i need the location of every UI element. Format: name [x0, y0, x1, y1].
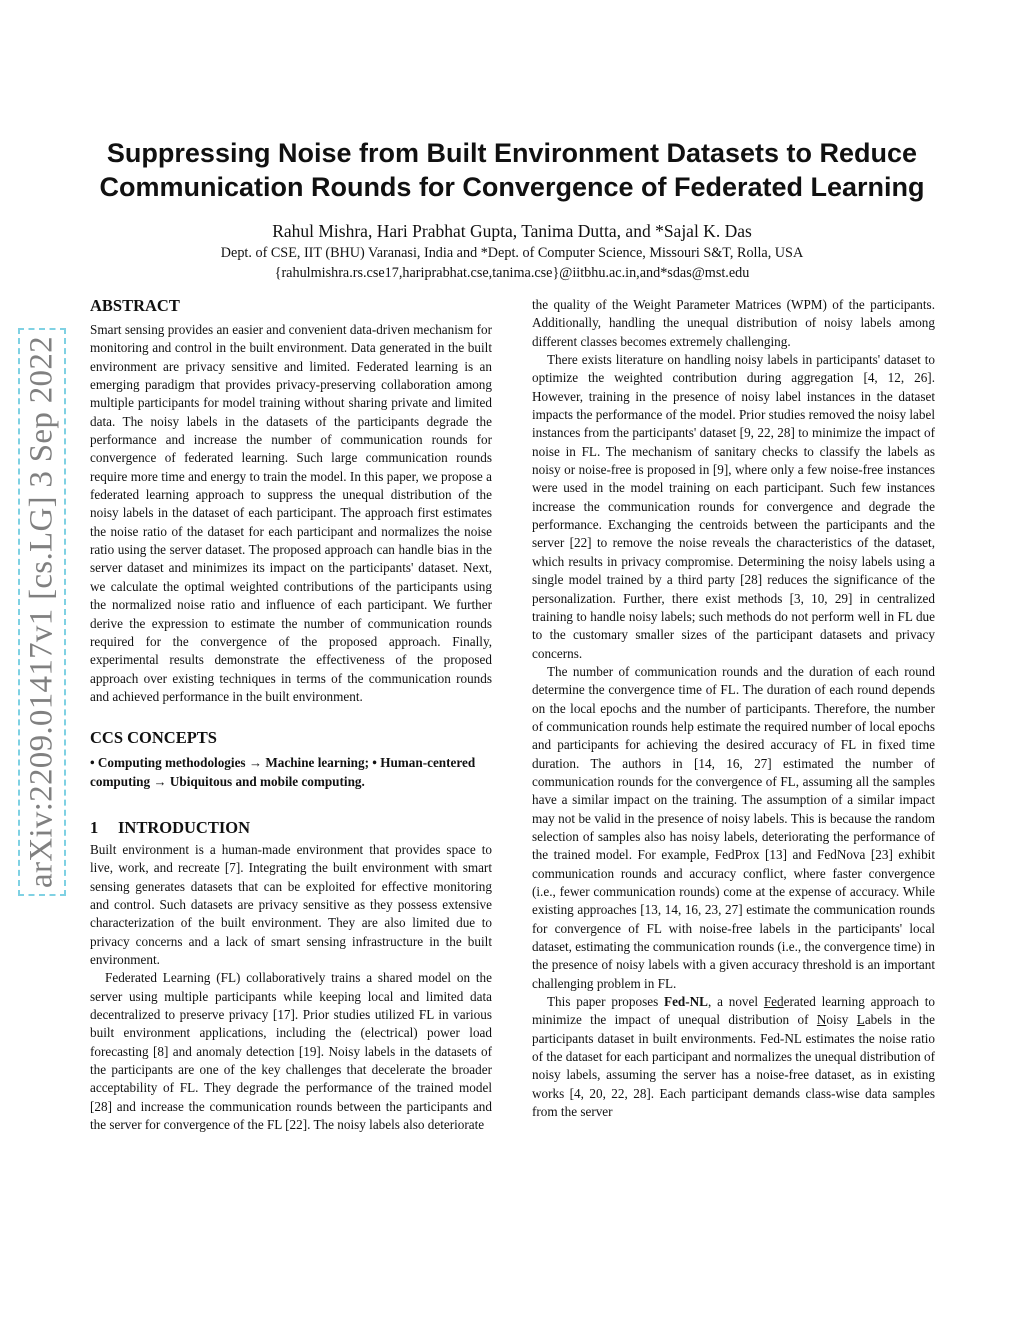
acronym-fed: Fed — [763, 994, 784, 1010]
acronym-n: N — [816, 1012, 827, 1028]
right-column — [532, 296, 935, 1121]
intro-paragraph-2: Federated Learning (FL) collaboratively trains a shared model on the server using multiple participants while keeping local and limited data decentralized to preserve privacy [17]. Prior studies utilized FL in various built environment applications, including the (electrical) power load forecasting [8] and anomaly detection [19]. Noisy labels in the datasets of the participants are one of the key challenges that decelerate the broader acceptability of FL. They degrade the performance of the trained model [28] and increase the communication rounds between the participants and the server for convergence of the FL [22]. The noisy labels also deteriorate — [90, 970, 492, 1133]
intro-paragraph-3: There exists literature on handling noisy labels in participants' dataset to optimize the weighted contribution during aggregation [4, 12, 26]. However, training in the presence of noisy label instances in the dataset impacts the performance of the model. Prior studies removed the noisy label instances from the participants' dataset [9, 22, 28] to minimize the impact of noise in FL. The mechanism of sanitary checks to classify the labels as noisy or noise-free is proposed in [9], where only a few noise-free instances were used in the model training on each participant. Such few instances increase the communication rounds for convergence and degrade the performance. Exchanging the centroids between the participants and the server [22] to remove the noise reveals the characteristics of the dataset, which results in privacy compromise. Determining the noisy labels using a single model trained by a third party [28] reduces the significance of the personalization. Further, there exist methods [3, 10, 29] in centralized training to handle noisy labels; such methods do not perform well in FL due to the customary smaller sizes of the participant datasets and privacy concerns. — [532, 352, 935, 661]
author-emails: {rahulmishra.rs.cse17,hariprabhat.cse,tanima.cse}@iitbhu.ac.in,and*sdas@mst.edu — [274, 265, 750, 281]
intro-paragraph-2-continued: the quality of the Weight Parameter Matrices (WPM) of the participants. Additionally, handling the unequal distribution of noisy labels among different classes becomes extremely challenging. — [532, 297, 935, 349]
affiliation: Dept. of CSE, IIT (BHU) Varanasi, India and *Dept. of Computer Science, Missouri S&T, Rolla, USA — [220, 245, 804, 261]
title-line-1: Suppressing Noise from Built Environment Datasets to Reduce — [106, 138, 918, 168]
p5-text-a: This paper proposes — [547, 994, 665, 1010]
acronym-l: L — [856, 1012, 865, 1028]
fed-nl-name: Fed-NL — [664, 994, 708, 1010]
abstract-text: Smart sensing provides an easier and convenient data-driven mechanism for monitoring and control in the built environment. Data generated in the built environment are privacy sensitive and limited. Federated learning is an emerging paradigm that provides privacy-preserving collaboration among multiple participants for model training without sharing private and limited data. The noisy labels in the datasets of the participants degrade the performance and increase the number of communication rounds for convergence of federated learning. Such large communication rounds require more time and energy to train the model. In this paper, we propose a federated learning approach to suppress the unequal distribution of the noisy labels in the dataset of each participant. The approach first estimates the noise ratio of the dataset for each participant and normalizes the noise ratio using the server dataset. The proposed approach can handle bias in the server dataset and minimizes its impact on the participants' dataset. Next, we calculate the optimal weighted contributions of the participants using the normalized noise ratio and influence of each participant. We further derive the expression to estimate the number of communication rounds required for the convergence of the proposed approach. Finally, experimental results demonstrate the effectiveness of the proposed approach over existing techniques in terms of the communication rounds and achieved performance in the built environment. — [90, 322, 492, 704]
intro-section-number: 1 — [90, 817, 99, 837]
title-line-2: Communication Rounds for Convergence of Federated Learning — [99, 172, 925, 202]
arxiv-stamp: arXiv:2209.01417v1 [cs.LG] 3 Sep 2022 — [23, 336, 60, 888]
intro-heading-text: INTRODUCTION — [118, 817, 251, 837]
p5-text-c: , a novel — [707, 994, 764, 1010]
intro-paragraph-5 — [532, 993, 935, 1121]
intro-paragraph-1: Built environment is a human-made environment that provides space to live, work, and recreate [7]. Integrating the built environment with smart sensing generates datasets that can be exploited for effective monitoring and control. Such datasets are privacy sensitive as they possess extensive characterization of the built environment. They are also limited due to privacy concerns and a lack of smart sensing infrastructure in the built environment. — [90, 841, 492, 967]
ccs-text: • Computing methodologies → Machine learning; • Human-centered computing → Ubiquitous and mobile computing. — [90, 755, 476, 789]
p5-text-g: oisy — [826, 1012, 857, 1028]
intro-heading — [90, 818, 492, 838]
abstract-heading: ABSTRACT — [90, 296, 180, 315]
p5-text-e: erated learning approach to minimize the impact of unequal distribution of — [532, 994, 935, 1028]
p5-text-i: abels in the participants dataset in built environments. Fed-NL estimates the noise ratio of the dataset for each participant and normalizes the unequal distribution of noisy labels, assuming the server has a noise-free dataset, as in existing works [4, 20, 22, 28]. Each participant demands class-wise data samples from the server — [532, 1012, 935, 1120]
intro-paragraph-4: The number of communication rounds and the duration of each round determine the convergence time of FL. The duration of each round depends on the local epochs and the number of participants. Therefore, the number of communication rounds help estimate the required number of local epochs and participants for achieving the desired accuracy of FL in fixed time duration. The authors in [14, 16, 27] estimated the number of communication rounds for the convergence of FL, assuming all the samples have a similar impact on the training. The assumption of a similar impact may not be valid in the presence of noisy labels. This is because the random selection of samples also has noisy labels, deteriorating the performance of the trained model. For example, FedProx [13] and FedNova [23] exhibit communication rounds and accuracy conflict, where faster convergence (i.e., fewer communication rounds) come at the expense of accuracy. While existing approaches [13, 14, 16, 23, 27] estimate the communication rounds for convergence of FL with noise-free labels in the participants' local dataset, estimating the communication rounds (i.e., the convergence time) in the presence of noisy labels with a given accuracy threshold is an important challenging problem in FL. — [532, 663, 935, 991]
left-column — [90, 296, 492, 1134]
ccs-heading: CCS CONCEPTS — [90, 728, 217, 748]
paper-title — [60, 136, 964, 204]
author-list: Rahul Mishra, Hari Prabhat Gupta, Tanima Dutta, and *Sajal K. Das — [272, 221, 752, 241]
